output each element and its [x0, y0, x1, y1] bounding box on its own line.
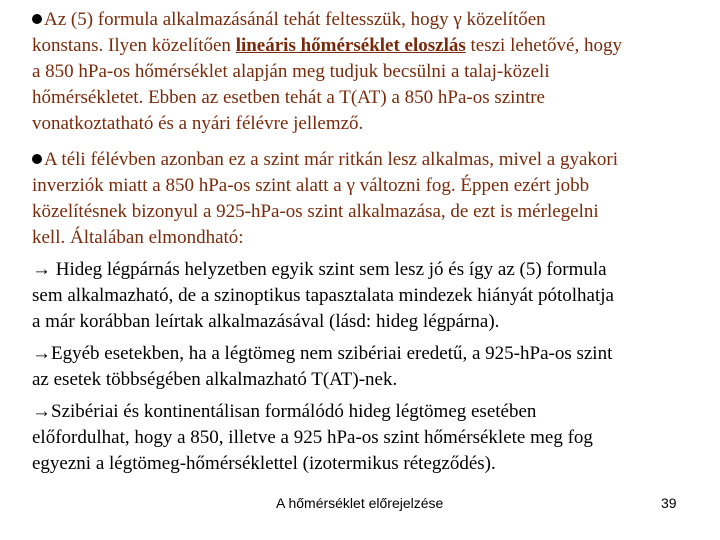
text-line: egyezni a légtömeg-hőmérséklettel (izotermikus rétegződés).	[32, 453, 496, 474]
page-number: 39	[661, 495, 677, 511]
text-line: inverziók miatt a 850 hPa-os szint alatt a γ változni fog. Éppen ezért jobb	[32, 175, 590, 196]
paragraph-siberian	[32, 399, 714, 477]
text-line: hőmérsékletet. Ebben az esetben tehát a T(AT) a 850 hPa-os szintre	[32, 87, 545, 108]
paragraph-summer	[32, 7, 714, 137]
text-line: közelítésnek bizonyul a 925-hPa-os szint alkalmazása, de ezt is mérlegelni	[32, 201, 599, 222]
arrow-icon: →	[32, 401, 51, 422]
text-line: sem alkalmazható, de a szinoptikus tapasztalata mindezek hiányát pótolhatja	[32, 285, 614, 306]
arrow-icon: →	[32, 259, 51, 280]
paragraph-other-cases	[32, 341, 714, 393]
text-line: kell. Általában elmondható:	[32, 227, 244, 248]
text-line: →Szibériai és kontinentálisan formálódó hideg légtömeg esetében	[32, 401, 537, 422]
paragraph-winter	[32, 147, 714, 251]
text-line: Az (5) formula alkalmazásánál tehát feltesszük, hogy γ közelítően	[32, 7, 714, 33]
text-line: konstans. Ilyen közelítően lineáris hőmérséklet eloszlás teszi lehetővé, hogy	[32, 35, 622, 56]
bullet-icon	[32, 154, 42, 164]
text-line: vonatkoztatható és a nyári félévre jellemző.	[32, 113, 364, 134]
bullet-icon	[32, 14, 42, 24]
paragraph-cold-air-cushion	[32, 257, 714, 335]
text-line: előfordulhat, hogy a 850, illetve a 925 hPa-os szint hőmérséklete meg fog	[32, 427, 593, 448]
text-line: → Hideg légpárnás helyzetben egyik szint sem lesz jó és így az (5) formula	[32, 259, 607, 280]
text-line: →Egyéb esetekben, ha a légtömeg nem szibériai eredetű, a 925-hPa-os szint	[32, 343, 613, 364]
highlighted-term: lineáris hőmérséklet eloszlás	[235, 35, 466, 56]
arrow-icon: →	[32, 343, 51, 364]
footer-title: A hőmérséklet előrejelzése	[276, 495, 444, 511]
text-line: a 850 hPa-os hőmérséklet alapján meg tudjuk becsülni a talaj-közeli	[32, 61, 550, 82]
text-line: A téli félévben azonban ez a szint már ritkán lesz alkalmas, mivel a gyakori	[32, 147, 714, 173]
text-line: az esetek többségében alkalmazható T(AT)-nek.	[32, 369, 398, 390]
text-line: a már korábban leírtak alkalmazásával (lásd: hideg légpárna).	[32, 311, 500, 332]
